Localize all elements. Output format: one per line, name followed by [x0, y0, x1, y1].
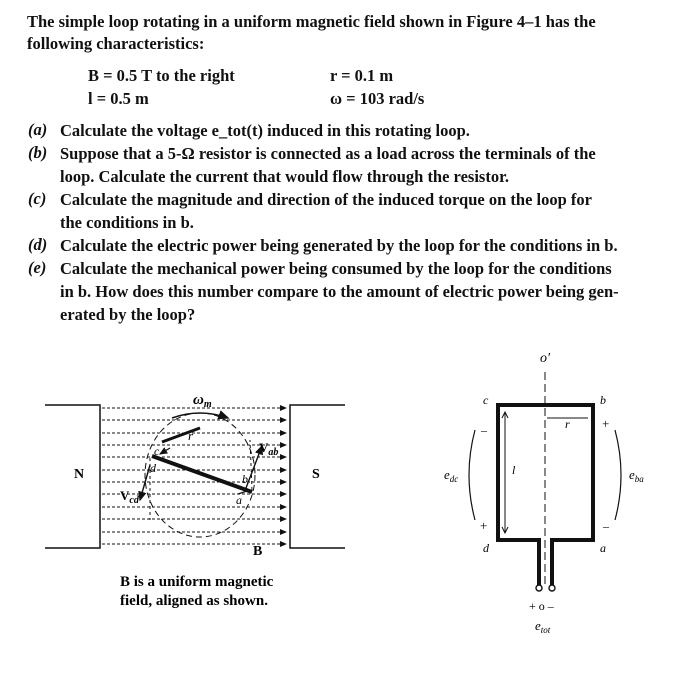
r-dim-label: r	[565, 417, 570, 431]
question-b-line-2: loop. Calculate the current that would flow through the resistor.	[60, 167, 510, 186]
question-b-label: (b)	[28, 143, 48, 162]
loop-conductor	[152, 456, 252, 492]
d-corner-label: d	[483, 541, 489, 555]
given-B: B = 0.5 T to the right	[88, 66, 235, 85]
question-c-line-2: the conditions in b.	[60, 213, 194, 232]
omega-label: $\omega_m$	[193, 392, 212, 410]
given-l: l = 0.5 m	[88, 89, 149, 108]
given-omega: ω = 103 rad/s	[330, 89, 425, 108]
n-label: N	[74, 467, 85, 482]
c-label: c	[154, 444, 160, 458]
o-prime-label: o′	[540, 351, 551, 366]
field-lines	[102, 408, 286, 544]
edc-bracket	[469, 430, 475, 520]
l-dim-label: l	[512, 463, 516, 477]
terminal-minus	[549, 585, 555, 591]
vcd-label: $V_{cd}$	[120, 488, 139, 506]
question-a-label: (a)	[28, 120, 48, 139]
right-figure	[444, 351, 644, 635]
eba-label: $e_{ba}$	[629, 467, 644, 484]
edc-plus: +	[480, 518, 488, 533]
intro-line-1: The simple loop rotating in a uniform magnetic field shown in Figure 4–1 has the	[27, 12, 596, 31]
r-label: r	[188, 428, 194, 443]
question-a-line-1: Calculate the voltage e_tot(t) induced in this rotating loop.	[60, 121, 470, 140]
edc-minus: –	[481, 423, 487, 437]
radius-line	[162, 428, 200, 442]
question-d-line-1: Calculate the electric power being generated by the loop for the conditions in b.	[60, 236, 618, 255]
terminal-plus	[536, 585, 542, 591]
a-corner-label: a	[600, 541, 606, 555]
b-label: b	[242, 472, 248, 486]
b-field-label: B	[253, 544, 263, 559]
edc-label: $e_{dc}$	[444, 467, 459, 484]
question-e-line-1: Calculate the mechanical power being consumed by the loop for the conditions	[60, 259, 612, 278]
question-b-line-1: Suppose that a 5-Ω resistor is connected as a load across the terminals of the	[60, 144, 596, 163]
question-e-line-2: in b. How does this number compare to the amount of electric power being gen-	[60, 282, 619, 301]
s-label: S	[312, 467, 320, 482]
d-label: d	[150, 461, 156, 475]
intro-line-2: following characteristics:	[27, 34, 205, 53]
etot-label: $e_{tot}$	[535, 618, 551, 635]
question-e-line-3: erated by the loop?	[60, 305, 196, 324]
given-r: r = 0.1 m	[330, 66, 394, 85]
eba-plus: +	[602, 416, 610, 431]
question-c-label: (c)	[28, 189, 47, 208]
c-corner-label: c	[483, 393, 489, 407]
caption-line-2: field, aligned as shown.	[120, 593, 268, 609]
caption-line-1: B is a uniform magnetic	[120, 574, 274, 590]
question-e-label: (e)	[28, 258, 47, 277]
a-label: a	[236, 493, 242, 507]
eba-minus: –	[603, 519, 609, 533]
left-figure	[45, 392, 345, 609]
terminals-label: + o –	[529, 599, 554, 613]
b-corner-label: b	[600, 393, 606, 407]
north-pole	[45, 405, 100, 548]
question-d-label: (d)	[28, 235, 48, 254]
question-c-line-1: Calculate the magnitude and direction of the induced torque on the loop for	[60, 190, 592, 209]
eba-bracket	[615, 430, 621, 520]
vab-label: $V_{ab}$	[259, 440, 279, 458]
